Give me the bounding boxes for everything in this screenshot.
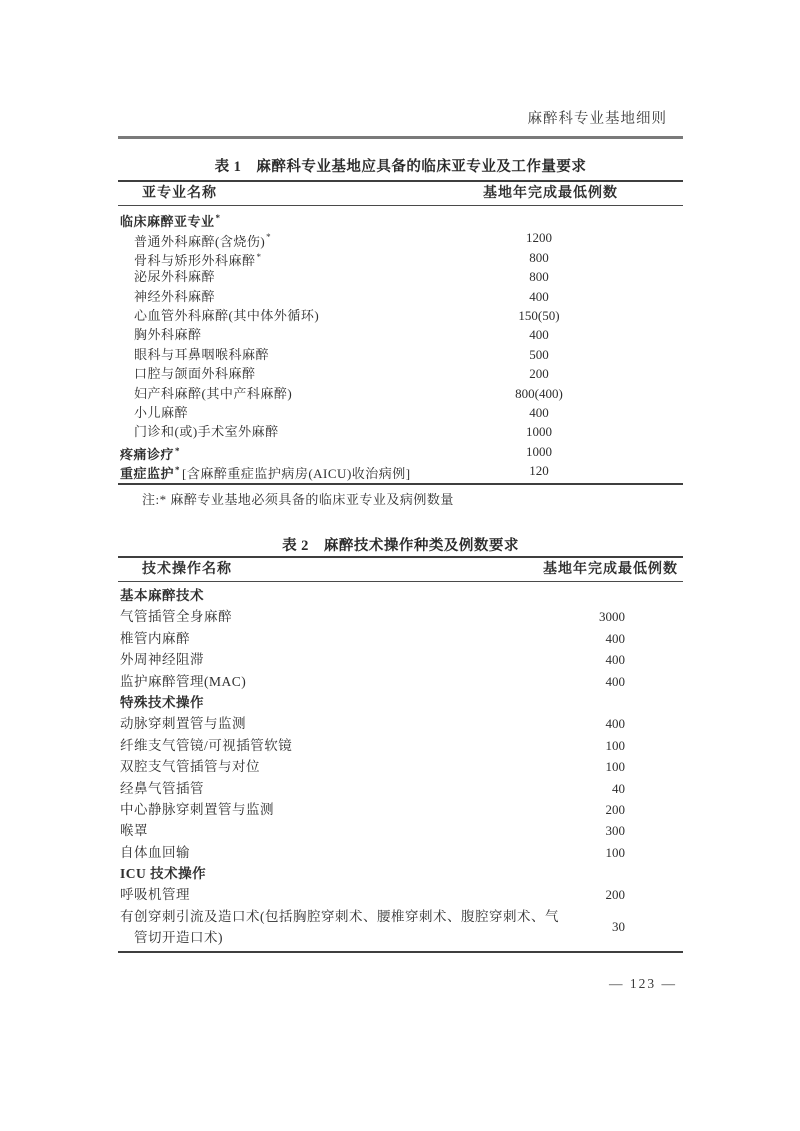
required-asterisk: *: [175, 445, 181, 456]
required-asterisk: *: [266, 232, 272, 243]
row-value: 800(400): [515, 385, 563, 401]
table1-body: [118, 206, 683, 485]
table-row: [118, 649, 683, 670]
table-row: [118, 345, 683, 364]
row-value: 400: [605, 652, 625, 668]
table-row: [118, 384, 683, 403]
row-label: 呼吸机管理: [120, 887, 190, 903]
table2-body: [118, 582, 683, 953]
table-row: [118, 713, 683, 734]
row-label: 胸外科麻醉: [134, 327, 202, 343]
table-row: [118, 863, 683, 884]
row-value: 150(50): [518, 307, 560, 323]
row-label: 基本麻醉技术: [120, 588, 204, 603]
row-label: 有创穿刺引流及造口术(包括胸腔穿刺术、腰椎穿刺术、腹腔穿刺术、气 管切开造口术): [120, 909, 683, 949]
running-header: 麻醉科专业基地细则: [527, 111, 667, 127]
table2-column-min-cases: 基地年完成最低例数: [543, 562, 678, 577]
table-row: [118, 364, 683, 383]
table-row: [118, 267, 683, 286]
row-label: 气管插管全身麻醉: [120, 609, 232, 625]
row-value: 200: [529, 366, 549, 382]
table1-footnote: 注:* 麻醉专业基地必须具备的临床亚专业及病例数量: [142, 492, 454, 507]
table-row: [118, 209, 683, 228]
row-value: 1000: [526, 424, 552, 440]
row-label: 普通外科麻醉(含烧伤)*: [134, 232, 272, 249]
table-row: [118, 325, 683, 344]
table-row: [118, 248, 683, 267]
row-label: 监护麻醉管理(MAC): [120, 673, 247, 689]
row-label: 神经外科麻醉: [134, 288, 216, 304]
table-row: [118, 735, 683, 756]
table-row: [118, 403, 683, 422]
row-label: 门诊和(或)手术室外麻醉: [134, 424, 279, 440]
row-value: 1200: [526, 230, 552, 246]
row-label: 心血管外科麻醉(其中体外循环): [134, 307, 320, 323]
table-row: [118, 799, 683, 820]
table-row: [118, 884, 683, 905]
row-label: 疼痛诊疗*: [120, 445, 181, 463]
row-value: 400: [529, 404, 549, 420]
table-row: [118, 461, 683, 480]
row-value: 200: [605, 801, 625, 817]
row-value: 120: [529, 463, 549, 479]
row-value: 400: [529, 288, 549, 304]
row-label: 重症监护* [含麻醉重症监护病房(AICU)收治病例]: [120, 465, 411, 482]
row-label: ICU 技术操作: [120, 866, 207, 882]
row-value: 500: [529, 346, 549, 362]
row-value: 200: [605, 887, 625, 903]
table-row: [118, 585, 683, 606]
row-label: 妇产科麻醉(其中产科麻醉): [134, 385, 293, 401]
row-value: 300: [605, 823, 625, 839]
row-label: 临床麻醉亚专业*: [120, 213, 221, 230]
page-number: — 123 —: [609, 976, 677, 991]
row-value: 40: [612, 780, 625, 796]
table-row: [118, 778, 683, 799]
row-label: 动脉穿刺置管与监测: [120, 716, 246, 732]
table1-caption: 表 1 麻醉科专业基地应具备的临床亚专业及工作量要求: [214, 159, 587, 175]
table-row: [118, 306, 683, 325]
table2: [118, 556, 683, 953]
table2-header-row: [118, 556, 683, 582]
required-asterisk: *: [215, 213, 221, 223]
row-label: 经鼻气管插管: [120, 780, 204, 796]
table-row: [118, 692, 683, 713]
required-asterisk: *: [256, 251, 262, 262]
table1: [118, 180, 683, 485]
row-label: 喉罩: [120, 823, 148, 839]
table1-column-name: 亚专业名称: [142, 186, 217, 201]
row-label-line2: 管切开造口术): [134, 930, 223, 946]
row-label: 眼科与耳鼻咽喉科麻醉: [134, 346, 270, 362]
page-content: [118, 0, 683, 1131]
table-row: [118, 422, 683, 441]
table-row: [118, 820, 683, 841]
row-value: 30: [612, 919, 625, 935]
row-label: 椎管内麻醉: [120, 630, 190, 646]
row-value: 100: [605, 844, 625, 860]
row-value: 100: [605, 759, 625, 775]
row-label: 特殊技术操作: [120, 694, 204, 710]
table-row: [118, 671, 683, 692]
table-row: [118, 442, 683, 461]
row-value: 800: [529, 269, 549, 285]
row-label: 双腔支气管插管与对位: [120, 759, 260, 775]
table2-column-name: 技术操作名称: [142, 562, 232, 577]
row-label: 小儿麻醉: [134, 404, 189, 420]
row-label: 外周神经阻滞: [120, 652, 204, 668]
row-value: 100: [605, 737, 625, 753]
table-row: [118, 628, 683, 649]
table-row: [118, 228, 683, 247]
table1-header-row: [118, 180, 683, 206]
table-row: [118, 606, 683, 627]
row-value: 800: [529, 249, 549, 265]
header-rule-divider: [118, 136, 683, 139]
row-label-detail: [含麻醉重症监护病房(AICU)收治病例]: [182, 466, 411, 482]
row-label: 自体血回输: [120, 844, 190, 860]
table-row: [118, 756, 683, 777]
table-row: [118, 842, 683, 863]
row-value: 1000: [526, 443, 552, 459]
row-value: 400: [605, 630, 625, 646]
table-row: [118, 906, 683, 948]
required-asterisk: *: [175, 465, 181, 476]
row-label: 纤维支气管镜/可视插管软镜: [120, 737, 293, 753]
row-label: 泌尿外科麻醉: [134, 269, 216, 285]
row-value: 400: [529, 327, 549, 343]
table2-caption: 表 2 麻醉技术操作种类及例数要求: [282, 538, 519, 554]
row-label: 中心静脉穿刺置管与监测: [120, 801, 274, 817]
row-value: 3000: [599, 609, 625, 625]
row-label: 骨科与矫形外科麻醉*: [134, 251, 262, 269]
row-value: 400: [605, 716, 625, 732]
row-label: 口腔与颌面外科麻醉: [134, 366, 256, 382]
table-row: [118, 287, 683, 306]
row-value: 400: [605, 673, 625, 689]
table1-column-min-cases: 基地年完成最低例数: [483, 186, 618, 201]
